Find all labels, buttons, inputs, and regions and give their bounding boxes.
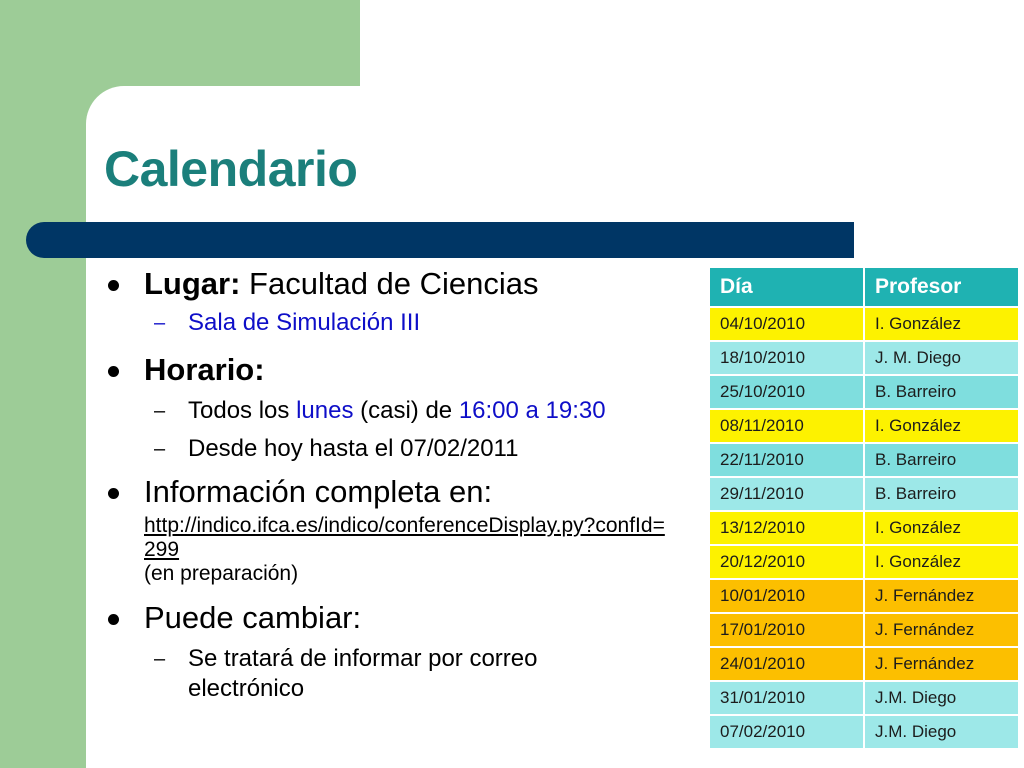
horario-text-lunes: lunes <box>296 397 354 424</box>
table-row <box>709 579 1019 613</box>
sub-sala: – Sala de Simulación III <box>104 308 684 338</box>
cell-profesor: J. Fernández <box>864 579 1019 613</box>
table-header-row <box>709 267 1019 307</box>
info-label: Información completa en: <box>144 474 493 509</box>
cell-dia: 13/12/2010 <box>709 511 864 545</box>
table-row <box>709 443 1019 477</box>
cell-dia: 18/10/2010 <box>709 341 864 375</box>
bullet-info <box>104 474 684 510</box>
table-row <box>709 545 1019 579</box>
cell-profesor: J. Fernández <box>864 613 1019 647</box>
table-body <box>709 307 1019 749</box>
cell-profesor: B. Barreiro <box>864 477 1019 511</box>
cell-profesor: J.M. Diego <box>864 681 1019 715</box>
cell-profesor: J. Fernández <box>864 647 1019 681</box>
cell-dia: 20/12/2010 <box>709 545 864 579</box>
cambiar-label: Puede cambiar: <box>144 600 362 635</box>
cell-dia: 31/01/2010 <box>709 681 864 715</box>
horario-label: Horario: <box>144 352 265 387</box>
horario-text-a: Todos los <box>188 397 297 424</box>
cell-profesor: B. Barreiro <box>864 375 1019 409</box>
horario-text-c: (casi) de <box>353 397 459 424</box>
horario-text-time: 16:00 a 19:30 <box>458 397 606 424</box>
cell-dia: 24/01/2010 <box>709 647 864 681</box>
header-profesor: Profesor <box>864 267 1019 307</box>
table-row <box>709 341 1019 375</box>
sub-horario-2: – Desde hoy hasta el 07/02/2011 <box>104 434 684 464</box>
table-row <box>709 613 1019 647</box>
cell-dia: 25/10/2010 <box>709 375 864 409</box>
cell-dia: 08/11/2010 <box>709 409 864 443</box>
title-underline-bar <box>26 222 854 258</box>
lugar-label: Lugar: <box>144 266 241 301</box>
slide-title: Calendario <box>104 141 358 197</box>
cell-dia: 22/11/2010 <box>709 443 864 477</box>
cell-dia: 10/01/2010 <box>709 579 864 613</box>
bullet-list <box>104 266 684 704</box>
bullet-cambiar <box>104 600 684 636</box>
table-row <box>709 647 1019 681</box>
table-row <box>709 375 1019 409</box>
cell-profesor: I. González <box>864 307 1019 341</box>
info-note: (en preparación) <box>144 562 299 585</box>
cell-profesor: I. González <box>864 545 1019 579</box>
cell-dia: 04/10/2010 <box>709 307 864 341</box>
cell-profesor: J.M. Diego <box>864 715 1019 749</box>
info-block <box>104 514 674 586</box>
lugar-value: Facultad de Ciencias <box>240 266 539 301</box>
table-row <box>709 681 1019 715</box>
cell-dia: 29/11/2010 <box>709 477 864 511</box>
table-row <box>709 307 1019 341</box>
sub-horario-1 <box>104 396 684 426</box>
bullet-lugar <box>104 266 684 302</box>
cell-profesor: I. González <box>864 409 1019 443</box>
sub-cambiar-1: – Se tratará de informar por correo electrónico <box>104 644 684 704</box>
cell-profesor: J. M. Diego <box>864 341 1019 375</box>
schedule-table <box>708 266 1020 750</box>
cell-profesor: I. González <box>864 511 1019 545</box>
cell-dia: 17/01/2010 <box>709 613 864 647</box>
cell-dia: 07/02/2010 <box>709 715 864 749</box>
info-link[interactable]: http://indico.ifca.es/indico/conferenceDisplay.py?confId=299 <box>144 514 665 561</box>
table-row <box>709 409 1019 443</box>
header-dia: Día <box>709 267 864 307</box>
cell-profesor: B. Barreiro <box>864 443 1019 477</box>
table-row <box>709 715 1019 749</box>
bullet-horario <box>104 352 684 388</box>
table-row <box>709 511 1019 545</box>
table-row <box>709 477 1019 511</box>
